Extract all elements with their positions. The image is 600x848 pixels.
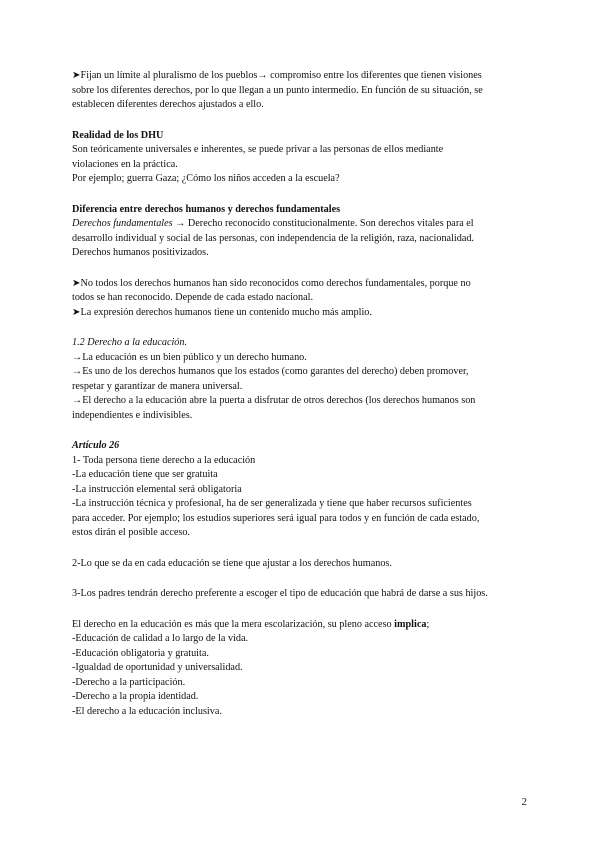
heading-articulo-26 [72,439,532,454]
implica-intro-after: ; [426,618,430,630]
nota-line-2: todos se han reconocido. Depende de cada estado nacional. [72,292,314,303]
list-item: -Educación de calidad a lo largo de la vida. [72,633,249,644]
intro-line-1: ➤Fijan un límite al pluralismo de los pueblos→ compromiso entre los diferentes que tienen visiones [72,70,482,81]
page-number: 2 [521,796,527,808]
educacion-line-2: →Es uno de los derechos humanos que los estados (como garantes del derecho) deben promover, [72,366,469,377]
articulo-line-6: estos dirán el posible acceso. [72,527,190,538]
diferencia-line-2: desarrollo individual y social de las personas, con independencia de la religión, raza, nacionalidad. [72,232,474,244]
heading-diferencia: Diferencia entre derechos humanos y derechos fundamentales [72,203,341,215]
educacion-line-1: →La educación es un bien público y un derecho humano. [72,351,307,363]
articulo-line-2: -La educación tiene que ser gratuita [72,469,218,480]
list-item: -Derecho a la propia identidad. [72,691,199,702]
realidad-line-1: Son teóricamente universales e inherentes, se puede privar a las personas de ellos mediante [72,144,444,155]
educacion-line-4: →El derecho a la educación abre la puerta a disfrutar de otros derechos (los derechos humanos son [72,395,476,406]
educacion-line-5: independientes e indivisibles. [72,409,193,421]
articulo-point-3: 3-Los padres tendrán derecho preferente a escoger el tipo de educación que habrá de darse a sus hijos. [72,588,488,599]
page-content [72,69,532,719]
list-item: -Derecho a la participación. [72,676,186,688]
educacion-line-3: respetar y garantizar de manera universal. [72,380,243,392]
articulo-line-1: 1- Toda persona tiene derecho a la educación [72,454,256,466]
heading-derecho-educacion: 1.2 Derecho a la educación. [72,337,188,348]
list-item: -El derecho a la educación inclusiva. [72,705,222,717]
articulo-point-2: 2-Lo que se da en cada educación se tiene que ajustar a los derechos humanos. [72,557,392,569]
list-item: -Igualdad de oportunidad y universalidad. [72,662,243,673]
diferencia-line-3: Derechos humanos positivizados. [72,247,209,258]
implica-bold-word: implica [394,618,427,630]
articulo-line-4: -La instrucción técnica y profesional, ha de ser generalizada y tiene que haber recursos suficientes [72,498,472,509]
intro-line-3: establecen diferentes derechos ajustados a ello. [72,99,264,110]
nota-line-1: ➤No todos los derechos humanos han sido reconocidos como derechos fundamentales, porque no [72,277,471,289]
realidad-line-3: Por ejemplo; guerra Gaza; ¿Cómo los niños acceden a la escuela? [72,173,340,184]
articulo-line-5: para acceder. Por ejemplo; los estudios superiores será igual para todos y en función de cada estado, [72,512,480,524]
list-item: -Educación obligatoria y gratuita. [72,647,209,659]
intro-line-2: sobre los diferentes derechos, por lo que llegan a un punto intermedio. En función de su situación, se [72,84,483,96]
implica-intro-before: El derecho en la educación es más que la mera escolarización, su pleno acceso [72,618,395,630]
articulo-line-3: -La instrucción elemental será obligatoria [72,483,242,495]
term-derechos-fundamentales: Derechos fundamentales [72,218,173,229]
nota-line-3: ➤La expresión derechos humanos tiene un contenido mucho más amplio. [72,306,372,318]
realidad-line-2: violaciones en la práctica. [72,158,178,170]
articulo-heading-text: Artículo 26 [72,440,120,451]
diferencia-line-1 [72,217,532,232]
implica-intro [72,618,532,633]
heading-realidad-dhu: Realidad de los DHU [72,129,164,141]
diferencia-line-1-rest: → Derecho reconocido constitucionalmente. Son derechos vitales para el [172,218,474,229]
